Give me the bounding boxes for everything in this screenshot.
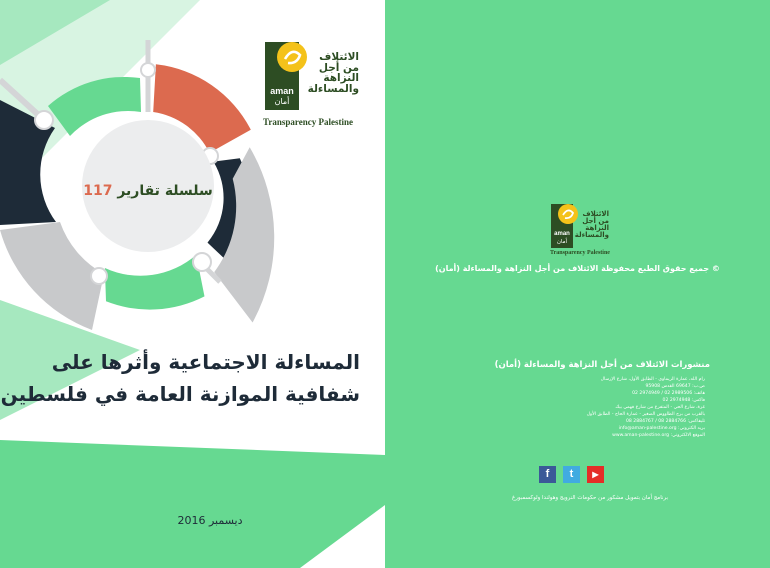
logo-line: والمساءلة <box>307 83 359 96</box>
title-line-1: المساءلة الاجتماعية وأثرها على <box>51 350 360 374</box>
connector-dot <box>91 268 107 284</box>
title-line-2: شفافية الموازنة العامة في فلسطين <box>0 382 360 406</box>
report-date: ديسمبر 2016 <box>177 514 243 527</box>
youtube-icon[interactable]: ▶ <box>587 466 604 483</box>
publications-title: منشورات الائتلاف من أجل النزاهة والمساءلة (أمان) <box>494 360 710 370</box>
series-label <box>60 183 236 199</box>
connector-dot <box>141 63 155 77</box>
social-icons <box>539 466 609 483</box>
logo-aman-arabic: أمان <box>274 97 290 106</box>
contact-line: بالقرب من برج الطاووس الصغير - عمارة الحاج - الطابق الأول <box>586 412 705 417</box>
contact-line: رام الله، عمارة الريماوي - الطابق الأول، شارع الإرسال <box>600 377 705 382</box>
logo-aman-latin: aman <box>554 231 570 237</box>
connector-dot <box>35 111 53 129</box>
contact-block <box>485 376 705 439</box>
bg-green-bottom <box>0 440 385 568</box>
logo-line: الائتلاف <box>582 210 609 218</box>
contact-line: ص.ب: 69647 القدس 95908 <box>645 384 705 389</box>
aman-logo <box>265 42 359 110</box>
back-cover <box>385 0 770 568</box>
logo-line: النزاهة <box>585 224 609 233</box>
series-number: 117 <box>83 183 113 199</box>
copyright-text: © جميع حقوق الطبع محفوظة الائتلاف من أجل النزاهة والمساءلة (أمان) <box>435 264 720 273</box>
logo-line: والمساءلة <box>574 231 609 240</box>
logo-line: من أجل <box>582 217 609 226</box>
logo-arabic-text <box>573 211 609 240</box>
report-title <box>0 346 360 410</box>
aman-logo-small <box>551 204 609 248</box>
logo-aman-arabic: أمان <box>556 239 568 245</box>
logo-tagline: Transparency Palestine <box>263 117 353 127</box>
logo-arabic-text <box>299 52 359 95</box>
logo-aman-latin: aman <box>270 86 294 96</box>
logo-line: من أجل <box>318 61 359 74</box>
logo-line: النزاهة <box>323 72 359 85</box>
contact-line: تليفاكس: 2884766 08 / 2884767 08 <box>625 419 705 424</box>
twitter-icon[interactable]: t <box>563 466 580 483</box>
contact-line: هاتف: 2989506 02 / 2974949 02 <box>632 391 705 396</box>
series-label-text: سلسلة تقارير <box>117 183 213 199</box>
contact-line: فاكس: 2974948 02 <box>662 398 705 403</box>
contact-line: غزة، شارع الحي - المتفرع من شارع فهمي بيك <box>615 405 705 410</box>
logo-line: الائتلاف <box>319 51 359 63</box>
connector-dot <box>193 253 211 271</box>
ring-segment-green-bottom <box>105 255 205 310</box>
contact-line: الموقع الالكتروني: www.aman-palestine.org <box>612 433 705 438</box>
facebook-icon[interactable]: f <box>539 466 556 483</box>
funding-note: برنامج أمان بتمويل مشكور من حكومات النرويج وهولندا ولوكسمبورغ <box>511 495 669 501</box>
contact-line: بريد الكتروني: info@aman-palestine.org <box>618 426 705 431</box>
logo-tagline: Transparency Palestine <box>550 250 610 256</box>
